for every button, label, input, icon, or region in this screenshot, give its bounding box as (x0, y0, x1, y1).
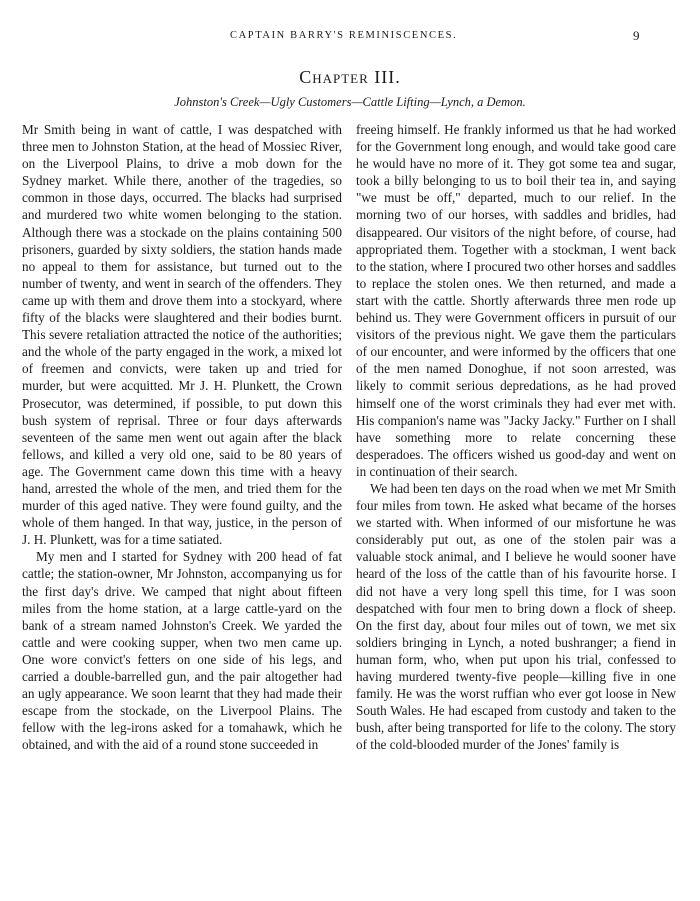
page-number: 9 (633, 28, 640, 43)
right-column (356, 121, 676, 753)
running-head (0, 30, 700, 48)
chapter-title: Chapter III. (299, 67, 401, 87)
left-paragraph-2: My men and I started for Sydney with 200 head of fat cattle; the station-owner, Mr Johnston, accompanying us for the first day's drive. We camped that night about fifteen miles from the home station, at a large cattle-yard on the bank of a stream named Johnston's Creek. We yarded the cattle and were cooking supper, when two men came up. One wore convict's fetters on one side of his legs, and carried a double-barrelled gun, and the pair altogether had an ugly appearance. We soon learnt that they had made their escape from the stockade, on the Liverpool Plains. The fellow with the leg-irons asked for a tomahawk, which he obtained, and with the aid of a round stone succeeded in (22, 549, 342, 753)
running-title: CAPTAIN BARRY'S REMINISCENCES. (230, 30, 458, 41)
left-column (22, 121, 342, 753)
right-paragraph-2: We had been ten days on the road when we met Mr Smith four miles from town. He asked what became of the horses we started with. When informed of our misfortune he was considerably put out, as one of the stolen pair was a valuable stock animal, and I believe he would sooner have heard of the loss of the cattle than of his favourite horse. I did not have a very long spell this time, for I was soon despatched with four men to bring down a flock of sheep. On the first day, about four miles out of town, we met six soldiers bringing in Lynch, a noted bushranger; a fiend in human form, who, when put upon his trial, confessed to having murdered twenty-five people—killing five in one family. He was the worst ruffian who ever got loose in New South Wales. He had escaped from custody and taken to the bush, after being transported for life to the colony. The story of the cold-blooded murder of the Jones' family is (356, 480, 676, 753)
chapter-subtitle: Johnston's Creek—Ugly Customers—Cattle Lifting—Lynch, a Demon. (174, 95, 526, 109)
right-paragraph-1: freeing himself. He frankly informed us that he had worked for the Government long enough, and would take good care he would have no more of it. They got some tea and sugar, took a billy belonging to us to boil their tea in, and saying "we must be off," departed, much to our relief. In the morning two of our horses, with saddles and bridles, had disappeared. Our visitors of the night before, of course, had appropriated them. Together with a stockman, I went back to the station, where I procured two other horses and saddles to replace the stolen ones. We then returned, and made a start with the cattle. Shortly afterwards three men rode up behind us. They were Government officers in pursuit of our visitors of the previous night. We gave them the particulars of our encounter, and were informed by the officers that one of the men named Donoghue, if not soon arrested, was likely to commit serious depredations, as he had proved himself one of the worst criminals they had ever met with. His companion's name was "Jacky Jacky." Further on I shall have something more to relate concerning these desperadoes. The officers wished us good-day and went on in continuation of their search. (356, 122, 676, 479)
left-paragraph-1: Mr Smith being in want of cattle, I was despatched with three men to Johnston Station, at the head of Mossiec River, on the Liverpool Plains, to drive a mob down for the Sydney market. While there, another of the tragedies, so common in those days, occurred. The blacks had surprised and murdered two white women belonging to the station. Although there was a stockade on the plains containing 500 prisoners, guarded by sixty soldiers, the station hands made no appeal to them for assistance, but turned out to the number of twenty, and went in search of the offenders. They came up with them and drove them into a stockyard, where fifty of the blacks were slaughtered and their bodies burnt. This severe retaliation attracted the notice of the authorities; and the whole of the party engaged in the work, a mixed lot of freemen and convicts, were taken up and tried for murder, but were acquitted. Mr J. H. Plunkett, the Crown Prosecutor, was determined, if possible, to put down this bush system of reprisal. Three or four days afterwards seventeen of the same men went out again after the black fellows, and killed a very old one, said to be 80 years of age. The Government came down this time with a heavy hand, arrested the whole of the men, and tried them for the murder of this aged native. They were found guilty, and the whole of them hanged. In that way, justice, in the person of J. H. Plunkett, was for a time satiated. (22, 122, 342, 548)
